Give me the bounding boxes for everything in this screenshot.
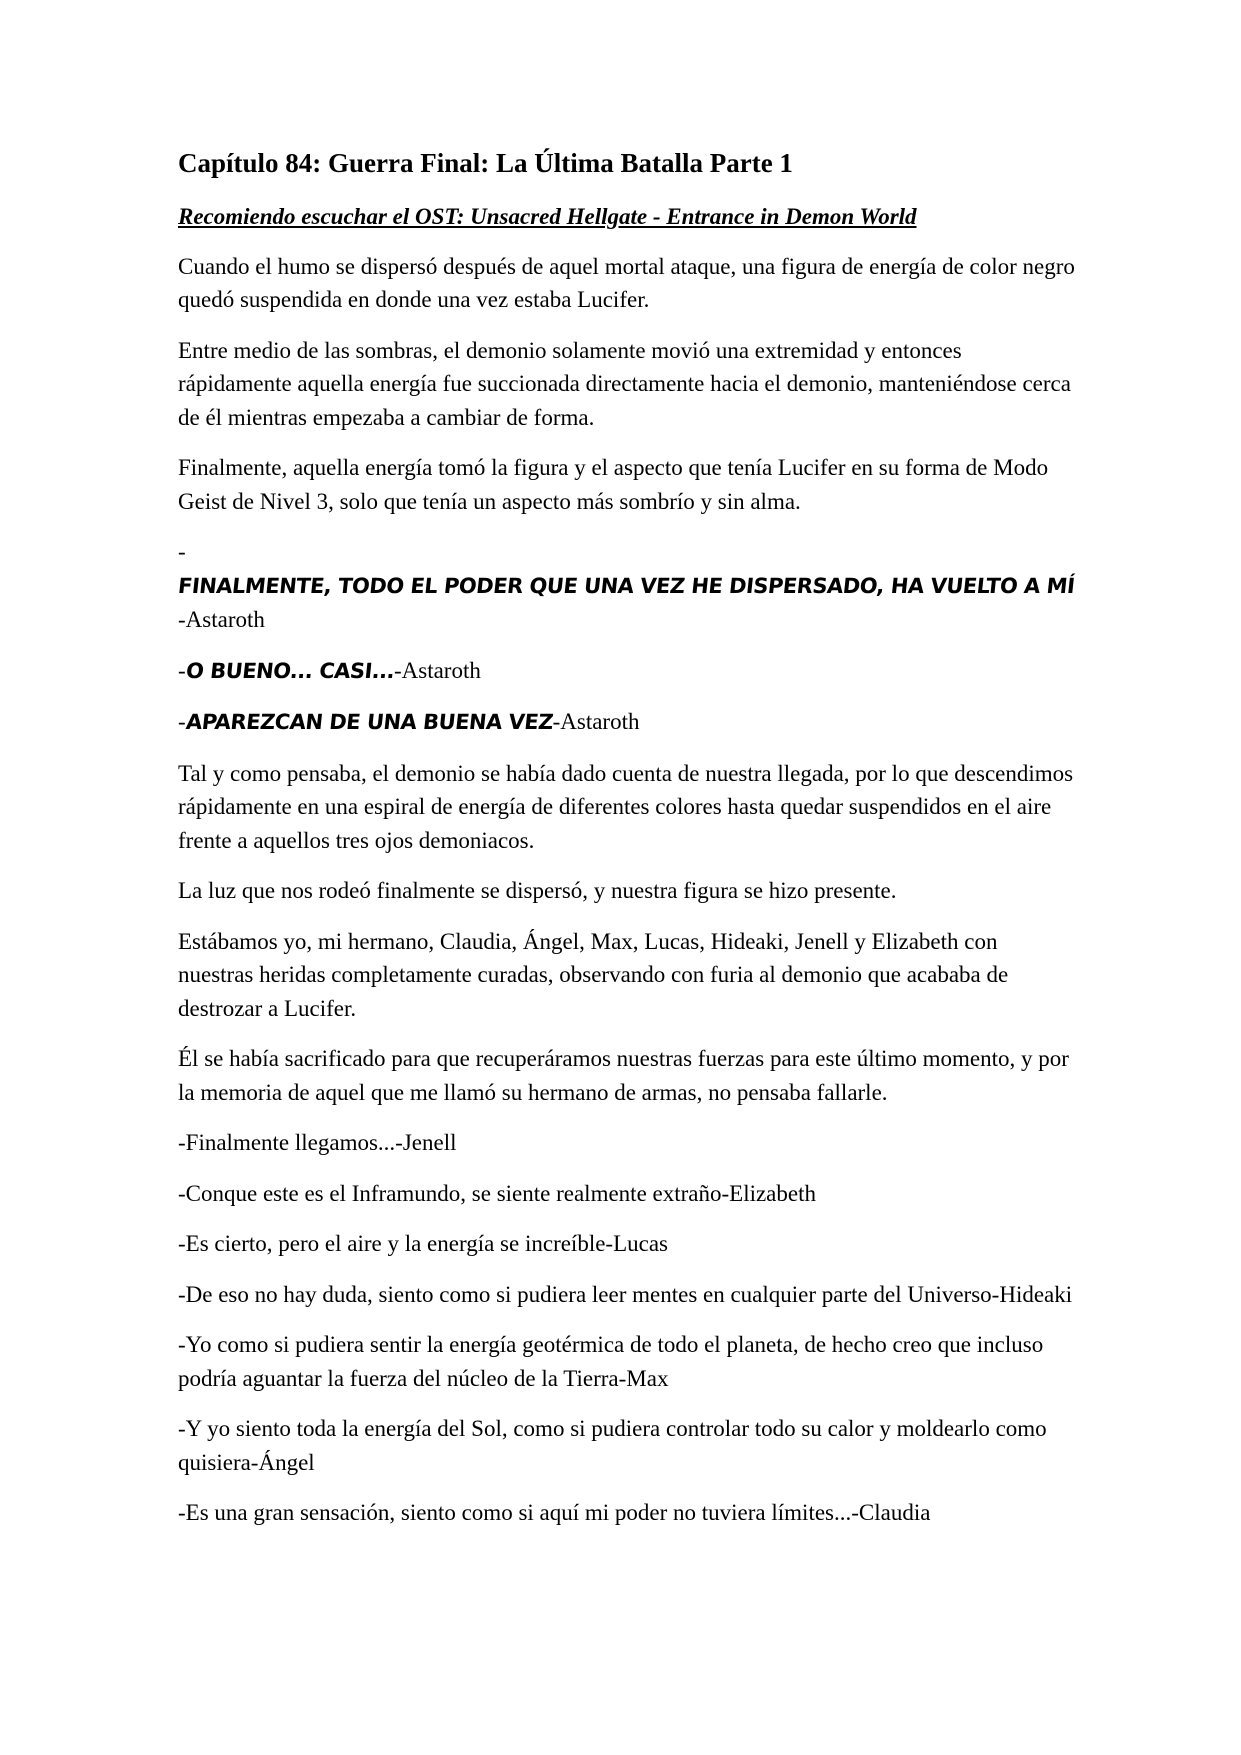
speaker-name: -Astaroth	[393, 657, 481, 683]
speaker-name: -Astaroth	[552, 709, 640, 734]
dialogue-line: -Finalmente llegamos...-Jenell	[178, 1130, 457, 1155]
dialogue-line: -De eso no hay duda, siento como si pudiera leer mentes en cualquier parte del Universo-Hideaki	[178, 1281, 1073, 1307]
speaker-name: -Astaroth	[178, 607, 265, 632]
dialogue-line: -Yo como si pudiera sentir la energía geotérmica de todo el planeta, de hecho creo que incluso podría aguantar la fuerza del núcleo de la Tierra-Max	[178, 1332, 1044, 1391]
paragraph: Él se había sacrificado para que recuperáramos nuestras fuerzas para este último momento, y por la memoria de aquel que me llamó su hermano de armas, no pensaba fallarle.	[178, 1046, 1069, 1105]
dialogue-line: -Es una gran sensación, siento como si aquí mi poder no tuviera límites...-Claudia	[178, 1500, 931, 1525]
dialogue-line: -Conque este es el Inframundo, se siente realmente extraño-Elizabeth	[178, 1180, 816, 1206]
chapter-title: Capítulo 84: Guerra Final: La Última Batalla Parte 1	[178, 148, 793, 178]
dialogue-dash: -	[178, 709, 186, 734]
demon-speech: O BUENO... CASI...	[184, 658, 396, 683]
dialogue-line: -Y yo siento toda la energía del Sol, como si pudiera controlar todo su calor y moldearlo como quisiera-Ángel	[178, 1416, 1047, 1475]
paragraph: Entre medio de las sombras, el demonio solamente movió una extremidad y entonces rápidamente aquella energía fue succionada directamente hacia el demonio, manteniéndose cerca de él mientras empezaba a cambiar de forma.	[178, 337, 1071, 430]
demon-dialogue-line	[178, 535, 1078, 637]
document-page	[178, 146, 1078, 1547]
demon-dialogue-line	[178, 654, 1078, 689]
demon-dialogue-line	[178, 705, 1078, 740]
ost-recommendation: Recomiendo escuchar el OST: Unsacred Hellgate - Entrance in Demon World	[178, 204, 917, 229]
paragraph: Finalmente, aquella energía tomó la figura y el aspecto que tenía Lucifer en su forma de Modo Geist de Nivel 3, solo que tenía un aspecto más sombrío y sin alma.	[178, 455, 1049, 514]
paragraph: Estábamos yo, mi hermano, Claudia, Ángel, Max, Lucas, Hideaki, Jenell y Elizabeth con nuestras heridas completamente curadas, observando con furia al demonio que acababa de destrozar a Lucifer.	[178, 928, 1009, 1021]
dialogue-dash: -	[178, 657, 186, 683]
paragraph: Tal y como pensaba, el demonio se había dado cuenta de nuestra llegada, por lo que descendimos rápidamente en una espiral de energía de diferentes colores hasta quedar suspendidos en el aire frente a aquellos tres ojos demoniacos.	[178, 760, 1074, 853]
demon-speech: APAREZCAN DE UNA BUENA VEZ	[184, 710, 554, 734]
dialogue-line: -Es cierto, pero el aire y la energía se increíble-Lucas	[178, 1231, 668, 1256]
demon-speech: FINALMENTE, TODO EL PODER QUE UNA VEZ HE DISPERSADO, HA VUELTO A MÍ	[176, 573, 1076, 598]
paragraph: Cuando el humo se dispersó después de aquel mortal ataque, una figura de energía de color negro quedó suspendida en donde una vez estaba Lucifer.	[178, 253, 1075, 312]
paragraph: La luz que nos rodeó finalmente se dispersó, y nuestra figura se hizo presente.	[178, 878, 897, 903]
dialogue-dash: -	[178, 539, 186, 564]
